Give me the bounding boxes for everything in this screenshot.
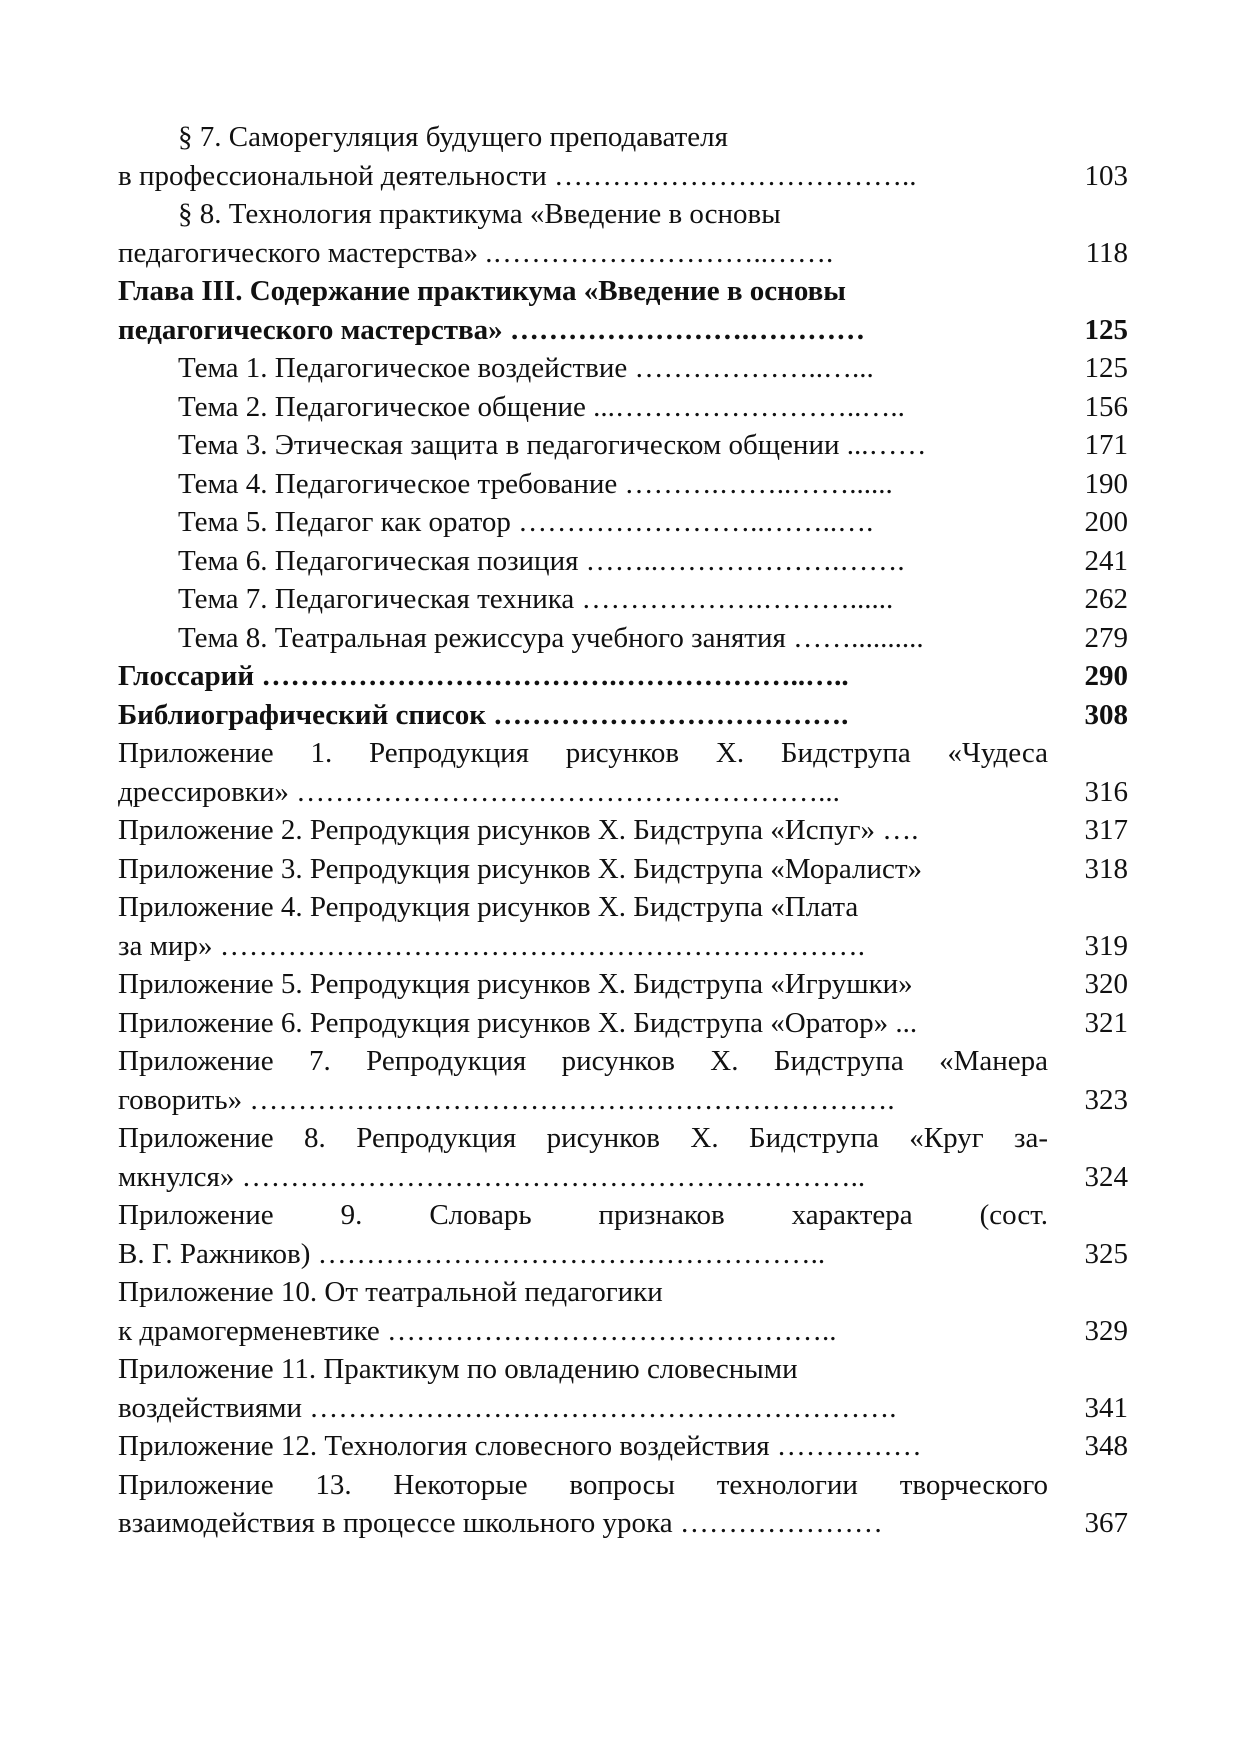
toc-entry <box>0 657 1241 696</box>
toc-entry <box>0 1004 1241 1043</box>
toc-page-number: 279 <box>1084 621 1128 654</box>
toc-entry <box>0 465 1241 504</box>
toc-line <box>0 1196 1241 1235</box>
toc-line <box>0 157 1241 196</box>
toc-page-number: 171 <box>1084 429 1128 461</box>
toc-page-number: 319 <box>1084 929 1128 962</box>
toc-entry-text: Глоссарий ……………………………….………………..….. <box>118 660 849 692</box>
toc-entry-text: Глава III. Содержание практикума «Введение в основы <box>118 275 846 307</box>
toc-line <box>0 349 1241 388</box>
toc-line <box>0 426 1241 465</box>
toc-line <box>0 1466 1241 1505</box>
toc-page-number: 348 <box>1084 1430 1128 1462</box>
toc-line <box>0 619 1241 658</box>
toc-entry <box>0 272 1241 349</box>
toc-entry-text: мкнулся» ……………………………………………………….. <box>118 1160 866 1193</box>
toc-line <box>0 811 1241 850</box>
toc-entry <box>0 734 1241 811</box>
toc-entry-text: Тема 6. Педагогическая позиция ……..……………….……. <box>178 544 905 577</box>
toc-line <box>0 465 1241 504</box>
toc-page-number: 156 <box>1084 390 1128 423</box>
toc-entry-text: Тема 3. Этическая защита в педагогическом общении ...…… <box>178 429 927 461</box>
toc-page-number: 290 <box>1084 660 1128 692</box>
toc-line <box>0 118 1241 157</box>
toc-entry <box>0 850 1241 889</box>
toc-entry <box>0 1427 1241 1466</box>
toc-entry <box>0 619 1241 658</box>
toc-entry-text: Тема 1. Педагогическое воздействие ………………..…... <box>178 352 874 384</box>
toc-entry <box>0 888 1241 965</box>
toc-line <box>0 503 1241 542</box>
toc-entry-text: взаимодействия в процессе школьного урока ………………… <box>118 1507 883 1539</box>
toc-entry-text: Тема 5. Педагог как оратор ……………………..……..…. <box>178 506 874 538</box>
toc-line <box>0 195 1241 234</box>
toc-entry-text: Приложение 13. Некоторые вопросы технологии творческого <box>118 1468 1048 1501</box>
toc-entry-text: Приложение 2. Репродукция рисунков Х. Бидструпа «Испуг» …. <box>118 814 919 846</box>
toc-entry <box>0 426 1241 465</box>
toc-line <box>0 542 1241 581</box>
toc-page-number: 103 <box>1084 159 1128 192</box>
toc-page-number: 325 <box>1084 1237 1128 1270</box>
toc-entry <box>0 1466 1241 1543</box>
toc-line <box>0 1427 1241 1466</box>
toc-entry <box>0 118 1241 195</box>
toc-page-number: 125 <box>1084 313 1128 346</box>
toc-page-number: 324 <box>1084 1160 1128 1193</box>
toc-line <box>0 1273 1241 1312</box>
toc-entry-text: педагогического мастерства» …………………….………… <box>118 313 866 346</box>
toc-line <box>0 388 1241 427</box>
toc-page-number: 321 <box>1084 1006 1128 1039</box>
toc-entry <box>0 696 1241 735</box>
toc-line <box>0 272 1241 311</box>
toc-line <box>0 1004 1241 1043</box>
toc-line <box>0 965 1241 1004</box>
toc-line <box>0 734 1241 773</box>
toc-entry <box>0 580 1241 619</box>
toc-entry <box>0 349 1241 388</box>
toc-entry <box>0 1042 1241 1119</box>
toc-entry-text: Приложение 5. Репродукция рисунков Х. Бидструпа «Игрушки» <box>118 968 913 1000</box>
toc-entry <box>0 195 1241 272</box>
toc-entry <box>0 542 1241 581</box>
toc-entry-text: говорить» …………………………………………………………. <box>118 1083 895 1116</box>
toc-line <box>0 1389 1241 1428</box>
toc-entry-text: дрессировки» ………………………………………………... <box>118 775 840 808</box>
toc-page-number: 308 <box>1084 698 1128 731</box>
toc-line <box>0 1312 1241 1351</box>
toc-entry-text: Приложение 11. Практикум по овладению словесными <box>118 1353 798 1385</box>
toc-line <box>0 234 1241 273</box>
toc-entry-text: Тема 4. Педагогическое требование ……….……..……...... <box>178 467 893 500</box>
toc-page-number: 329 <box>1084 1314 1128 1347</box>
toc-entry-text: Приложение 1. Репродукция рисунков Х. Бидструпа «Чудеса <box>118 737 1048 769</box>
toc-line <box>0 927 1241 966</box>
toc-entry <box>0 388 1241 427</box>
toc-line <box>0 1119 1241 1158</box>
toc-entry-text: в профессиональной деятельности ……………………………….. <box>118 159 917 192</box>
toc-entry-text: Приложение 6. Репродукция рисунков Х. Бидструпа «Оратор» ... <box>118 1006 918 1039</box>
toc-entry-text: Тема 2. Педагогическое общение ...……………………..….. <box>178 390 905 423</box>
toc-line <box>0 1158 1241 1197</box>
toc-line <box>0 1504 1241 1543</box>
toc-entry <box>0 1196 1241 1273</box>
toc-page-number: 367 <box>1084 1507 1128 1539</box>
toc-entry-text: Приложение 3. Репродукция рисунков Х. Бидструпа «Моралист» <box>118 852 923 885</box>
toc-page-number: 262 <box>1084 583 1128 615</box>
toc-page-number: 125 <box>1084 352 1128 384</box>
toc-entry <box>0 1273 1241 1350</box>
toc-line <box>0 1235 1241 1274</box>
toc-line <box>0 1042 1241 1081</box>
toc-entry-text: за мир» …………………………………………………………. <box>118 929 865 962</box>
toc-entry-text: § 7. Саморегуляция будущего преподавателя <box>178 121 728 153</box>
toc-entry <box>0 965 1241 1004</box>
toc-page-number: 118 <box>1085 236 1128 269</box>
toc-entry-text: Тема 7. Педагогическая техника ……………….………...... <box>178 583 894 615</box>
toc-entry-text: Приложение 12. Технология словесного воздействия …………… <box>118 1430 922 1462</box>
toc-line <box>0 1081 1241 1120</box>
toc-entry-text: Приложение 10. От театральной педагогики <box>118 1276 663 1308</box>
toc-entry <box>0 1350 1241 1427</box>
table-of-contents <box>0 118 1241 1543</box>
toc-page-number: 341 <box>1084 1391 1128 1424</box>
toc-page-number: 241 <box>1084 544 1128 577</box>
toc-page-number: 317 <box>1084 814 1128 846</box>
toc-page-number: 190 <box>1084 467 1128 500</box>
toc-entry <box>0 811 1241 850</box>
toc-page-number: 323 <box>1084 1083 1128 1116</box>
toc-line <box>0 888 1241 927</box>
toc-line <box>0 311 1241 350</box>
toc-entry-text: Библиографический список ………………………………. <box>118 698 849 731</box>
toc-line <box>0 580 1241 619</box>
toc-page-number: 316 <box>1084 775 1128 808</box>
toc-entry-text: В. Г. Ражников) …………………………………………….. <box>118 1237 826 1270</box>
toc-entry-text: воздействиями ……………………………………………………. <box>118 1391 897 1424</box>
toc-entry-text: Приложение 4. Репродукция рисунков Х. Бидструпа «Плата <box>118 891 859 923</box>
toc-page-number: 200 <box>1084 506 1128 538</box>
toc-line <box>0 657 1241 696</box>
toc-entry <box>0 1119 1241 1196</box>
toc-line <box>0 850 1241 889</box>
toc-entry-text: к драмогерменевтике ……………………………………….. <box>118 1314 837 1347</box>
toc-entry-text: Приложение 9. Словарь признаков характера (сост. <box>118 1199 1048 1231</box>
toc-entry-text: § 8. Технология практикума «Введение в основы <box>178 198 781 230</box>
toc-page-number: 320 <box>1084 968 1128 1000</box>
toc-entry <box>0 503 1241 542</box>
toc-line <box>0 696 1241 735</box>
toc-entry-text: Тема 8. Театральная режиссура учебного занятия …….......... <box>178 621 924 654</box>
toc-entry-text: Приложение 8. Репродукция рисунков Х. Бидструпа «Круг за- <box>118 1122 1048 1154</box>
toc-line <box>0 1350 1241 1389</box>
toc-line <box>0 773 1241 812</box>
toc-entry-text: педагогического мастерства» .………………………..……. <box>118 236 834 269</box>
toc-page-number: 318 <box>1084 852 1128 885</box>
toc-entry-text: Приложение 7. Репродукция рисунков Х. Бидструпа «Манера <box>118 1045 1048 1077</box>
